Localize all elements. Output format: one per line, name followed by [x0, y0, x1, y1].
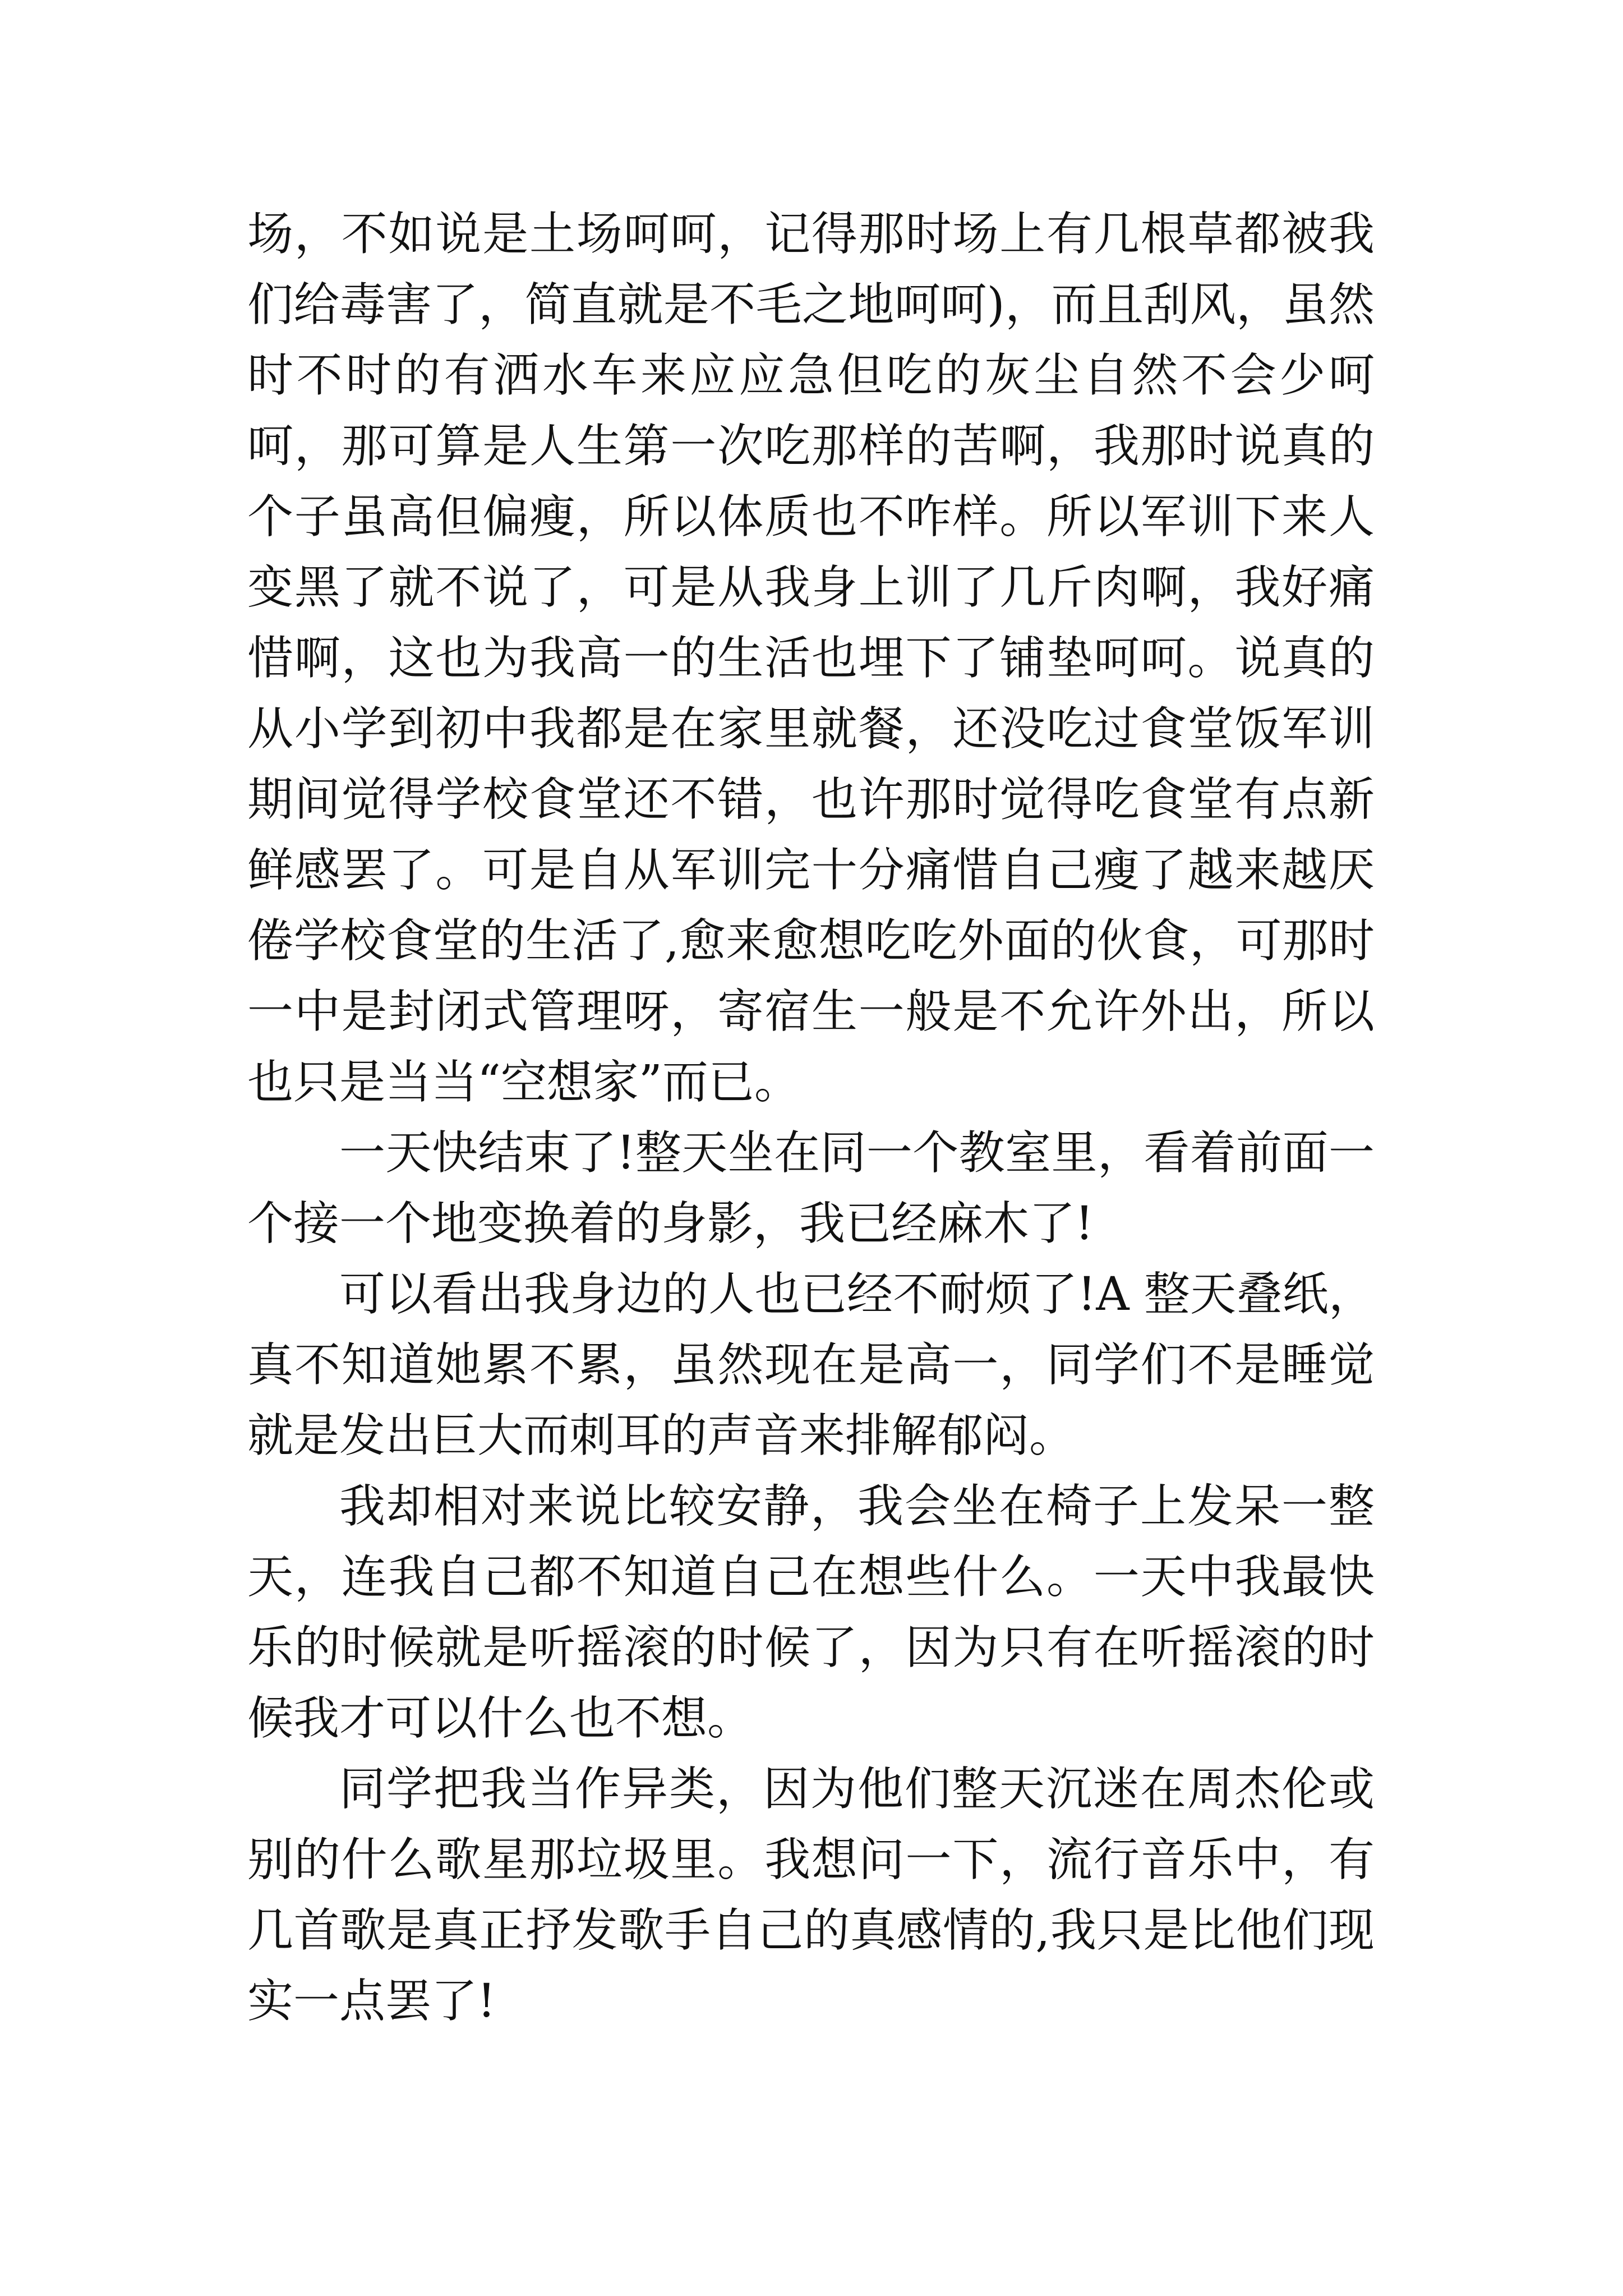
paragraph-2: 一天快结束了!整天坐在同一个教室里，看着前面一个接一个地变换着的身影，我已经麻木了! [247, 1126, 1375, 1250]
paragraph-3: 可以看出我身边的人也已经不耐烦了!A 整天叠纸，真不知道她累不累，虽然现在是高一，同学们不是睡觉就是发出巨大而刺耳的声音来排解郁闷。 [247, 1268, 1375, 1462]
paragraph-1: 场，不如说是土场呵呵，记得那时场上有几根草都被我们给毒害了，简直就是不毛之地呵呵)，而且刮风，虽然时不时的有洒水车来应应急但吃的灰尘自然不会少呵呵，那可算是人生第一次吃那样的苦啊，我那时说真的个子虽高但偏瘦，所以体质也不咋样。所以军训下来人变黑了就不说了，可是从我身上训了几斤肉啊，我好痛惜啊，这也为我高一的生活也埋下了铺垫呵呵。说真的从小学到初中我都是在家里就餐，还没吃过食堂饭军训期间觉得学校食堂还不错，也许那时觉得吃食堂有点新鲜感罢了。可是自从军训完十分痛惜自己瘦了越来越厌倦学校食堂的生活了,愈来愈想吃吃外面的伙食，可那时一中是封闭式管理呀，寄宿生一般是不允许外出，所以也只是当当“空想家”而已。 [247, 208, 1375, 1109]
paragraph-4: 我却相对来说比较安静，我会坐在椅子上发呆一整天，连我自己都不知道自己在想些什么。一天中我最快乐的时候就是听摇滚的时候了，因为只有在听摇滚的时候我才可以什么也不想。 [247, 1480, 1375, 1745]
paragraph-5: 同学把我当作异类，因为他们整天沉迷在周杰伦或别的什么歌星那垃圾里。我想问一下，流行音乐中，有几首歌是真正抒发歌手自己的真感情的,我只是比他们现实一点罢了! [247, 1763, 1375, 2028]
document-body [247, 199, 1375, 2037]
